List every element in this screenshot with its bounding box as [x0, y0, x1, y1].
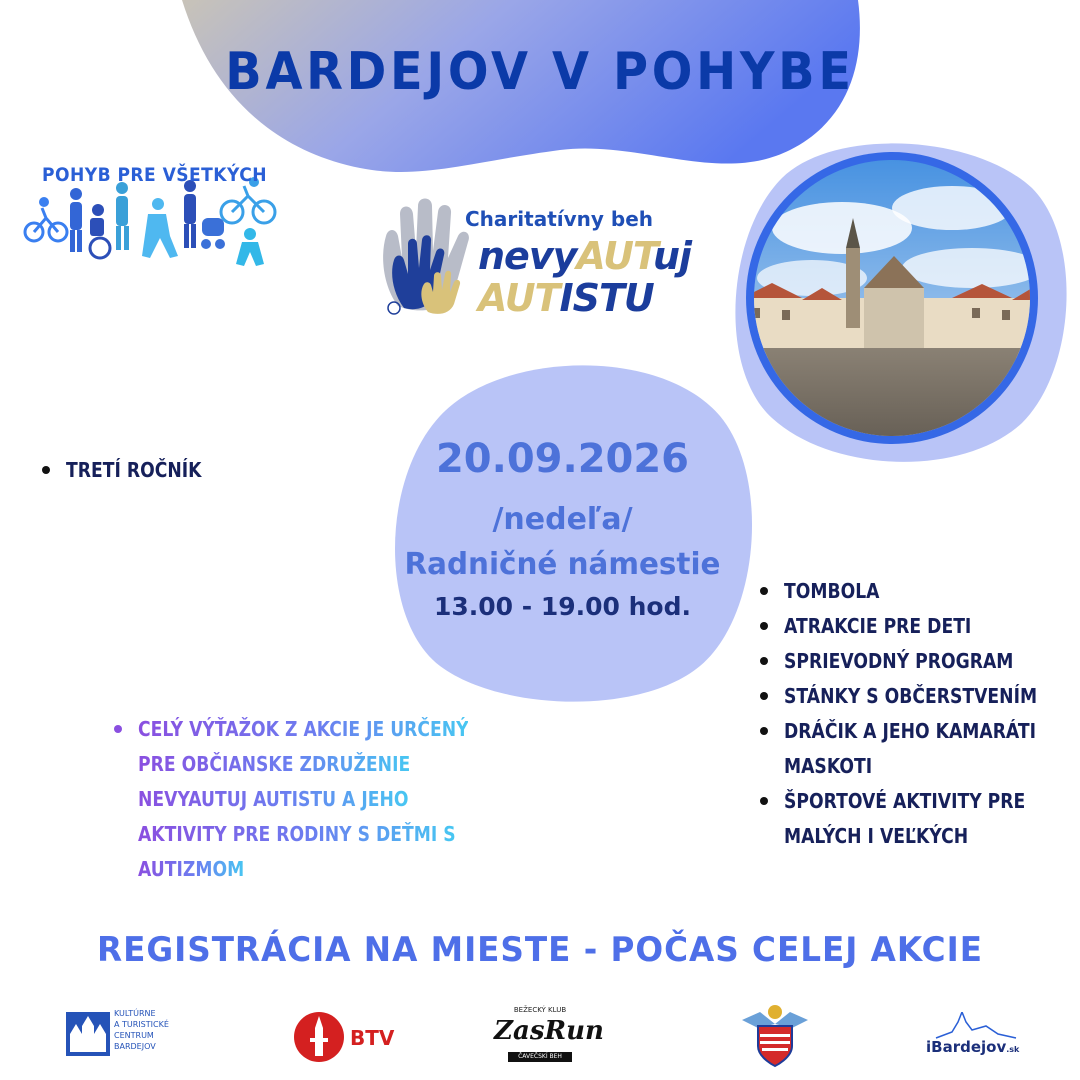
castle-icon	[66, 1012, 110, 1056]
ibardejov-logo	[926, 1002, 1022, 1070]
skyline-icon	[926, 1012, 1022, 1040]
cyclist-icon	[25, 208, 67, 241]
event-title: BARDEJOV V POHYBE	[225, 42, 855, 102]
zasrun-bottom-text: ČAVEČSKÍ BEH ANCKI	[508, 1052, 572, 1062]
event-date: 20.09.2026	[435, 436, 690, 482]
activity-item: ŠPORTOVÉ AKTIVITY PRE MALÝCH I VEĽKÝCH	[758, 784, 1078, 854]
charity-run-label: Charitatívny beh	[465, 207, 653, 231]
town-square-photo	[722, 138, 1072, 468]
charity-logo-line-autistu: AUTISTU	[478, 276, 654, 320]
event-time: 13.00 - 19.00 hod.	[433, 592, 691, 621]
ktcb-line: KULTÚRNE	[114, 1009, 156, 1018]
pohyb-logo-text: POHYB PRE VŠETKÝCH	[42, 164, 267, 186]
ktcb-line: A TURISTICKÉ	[114, 1020, 169, 1029]
zasrun-top-text: BEŽECKÝ KLUB	[513, 1006, 567, 1014]
bardejov-crest-logo	[740, 1002, 810, 1070]
btv-logo	[292, 1002, 402, 1070]
edition-list	[40, 453, 224, 488]
btv-text: BTV	[350, 1026, 395, 1050]
crest-icon	[740, 1002, 810, 1068]
ibardejov-text: iBardejov.sk	[926, 1038, 1020, 1056]
proceeds-item: CELÝ VÝŤAŽOK Z AKCIE JE URČENÝ PRE OBČIANSKE ZDRUŽENIE NEVYAUTUJ AUTISTU A JEHO AKTIVITY PRE RODINY S DEŤMI S AUTIZMOM	[112, 712, 532, 887]
zasrun-text: ZasRun	[494, 1016, 604, 1046]
ktcb-line: BARDEJOV	[114, 1042, 156, 1051]
activity-item: DRÁČIK A JEHO KAMARÁTI MASKOTI	[758, 714, 1078, 784]
edition-item: TRETÍ ROČNÍK	[40, 453, 224, 488]
registration-info: REGISTRÁCIA NA MIESTE - POČAS CELEJ AKCIE	[97, 930, 983, 970]
event-weekday: /nedeľa/	[492, 502, 633, 537]
zasrun-logo	[494, 1002, 604, 1070]
registered-mark-icon	[388, 302, 400, 314]
btv-tower-icon	[292, 1010, 346, 1064]
activities-list	[758, 574, 1078, 854]
ktcb-line: CENTRUM	[114, 1031, 154, 1040]
charity-logo-line-nevyautuj: nevyAUTuj	[478, 234, 692, 278]
ktcb-logo	[66, 1002, 176, 1070]
cyclist-right-icon	[221, 186, 275, 223]
activity-item: STÁNKY S OBČERSTVENÍM	[758, 679, 1078, 714]
event-place: Radničné námestie	[404, 547, 721, 582]
activity-item: SPRIEVODNÝ PROGRAM	[758, 644, 1078, 679]
activity-item: ATRAKCIE PRE DETI	[758, 609, 1078, 644]
activity-item: TOMBOLA	[758, 574, 1078, 609]
proceeds-list	[112, 712, 532, 887]
